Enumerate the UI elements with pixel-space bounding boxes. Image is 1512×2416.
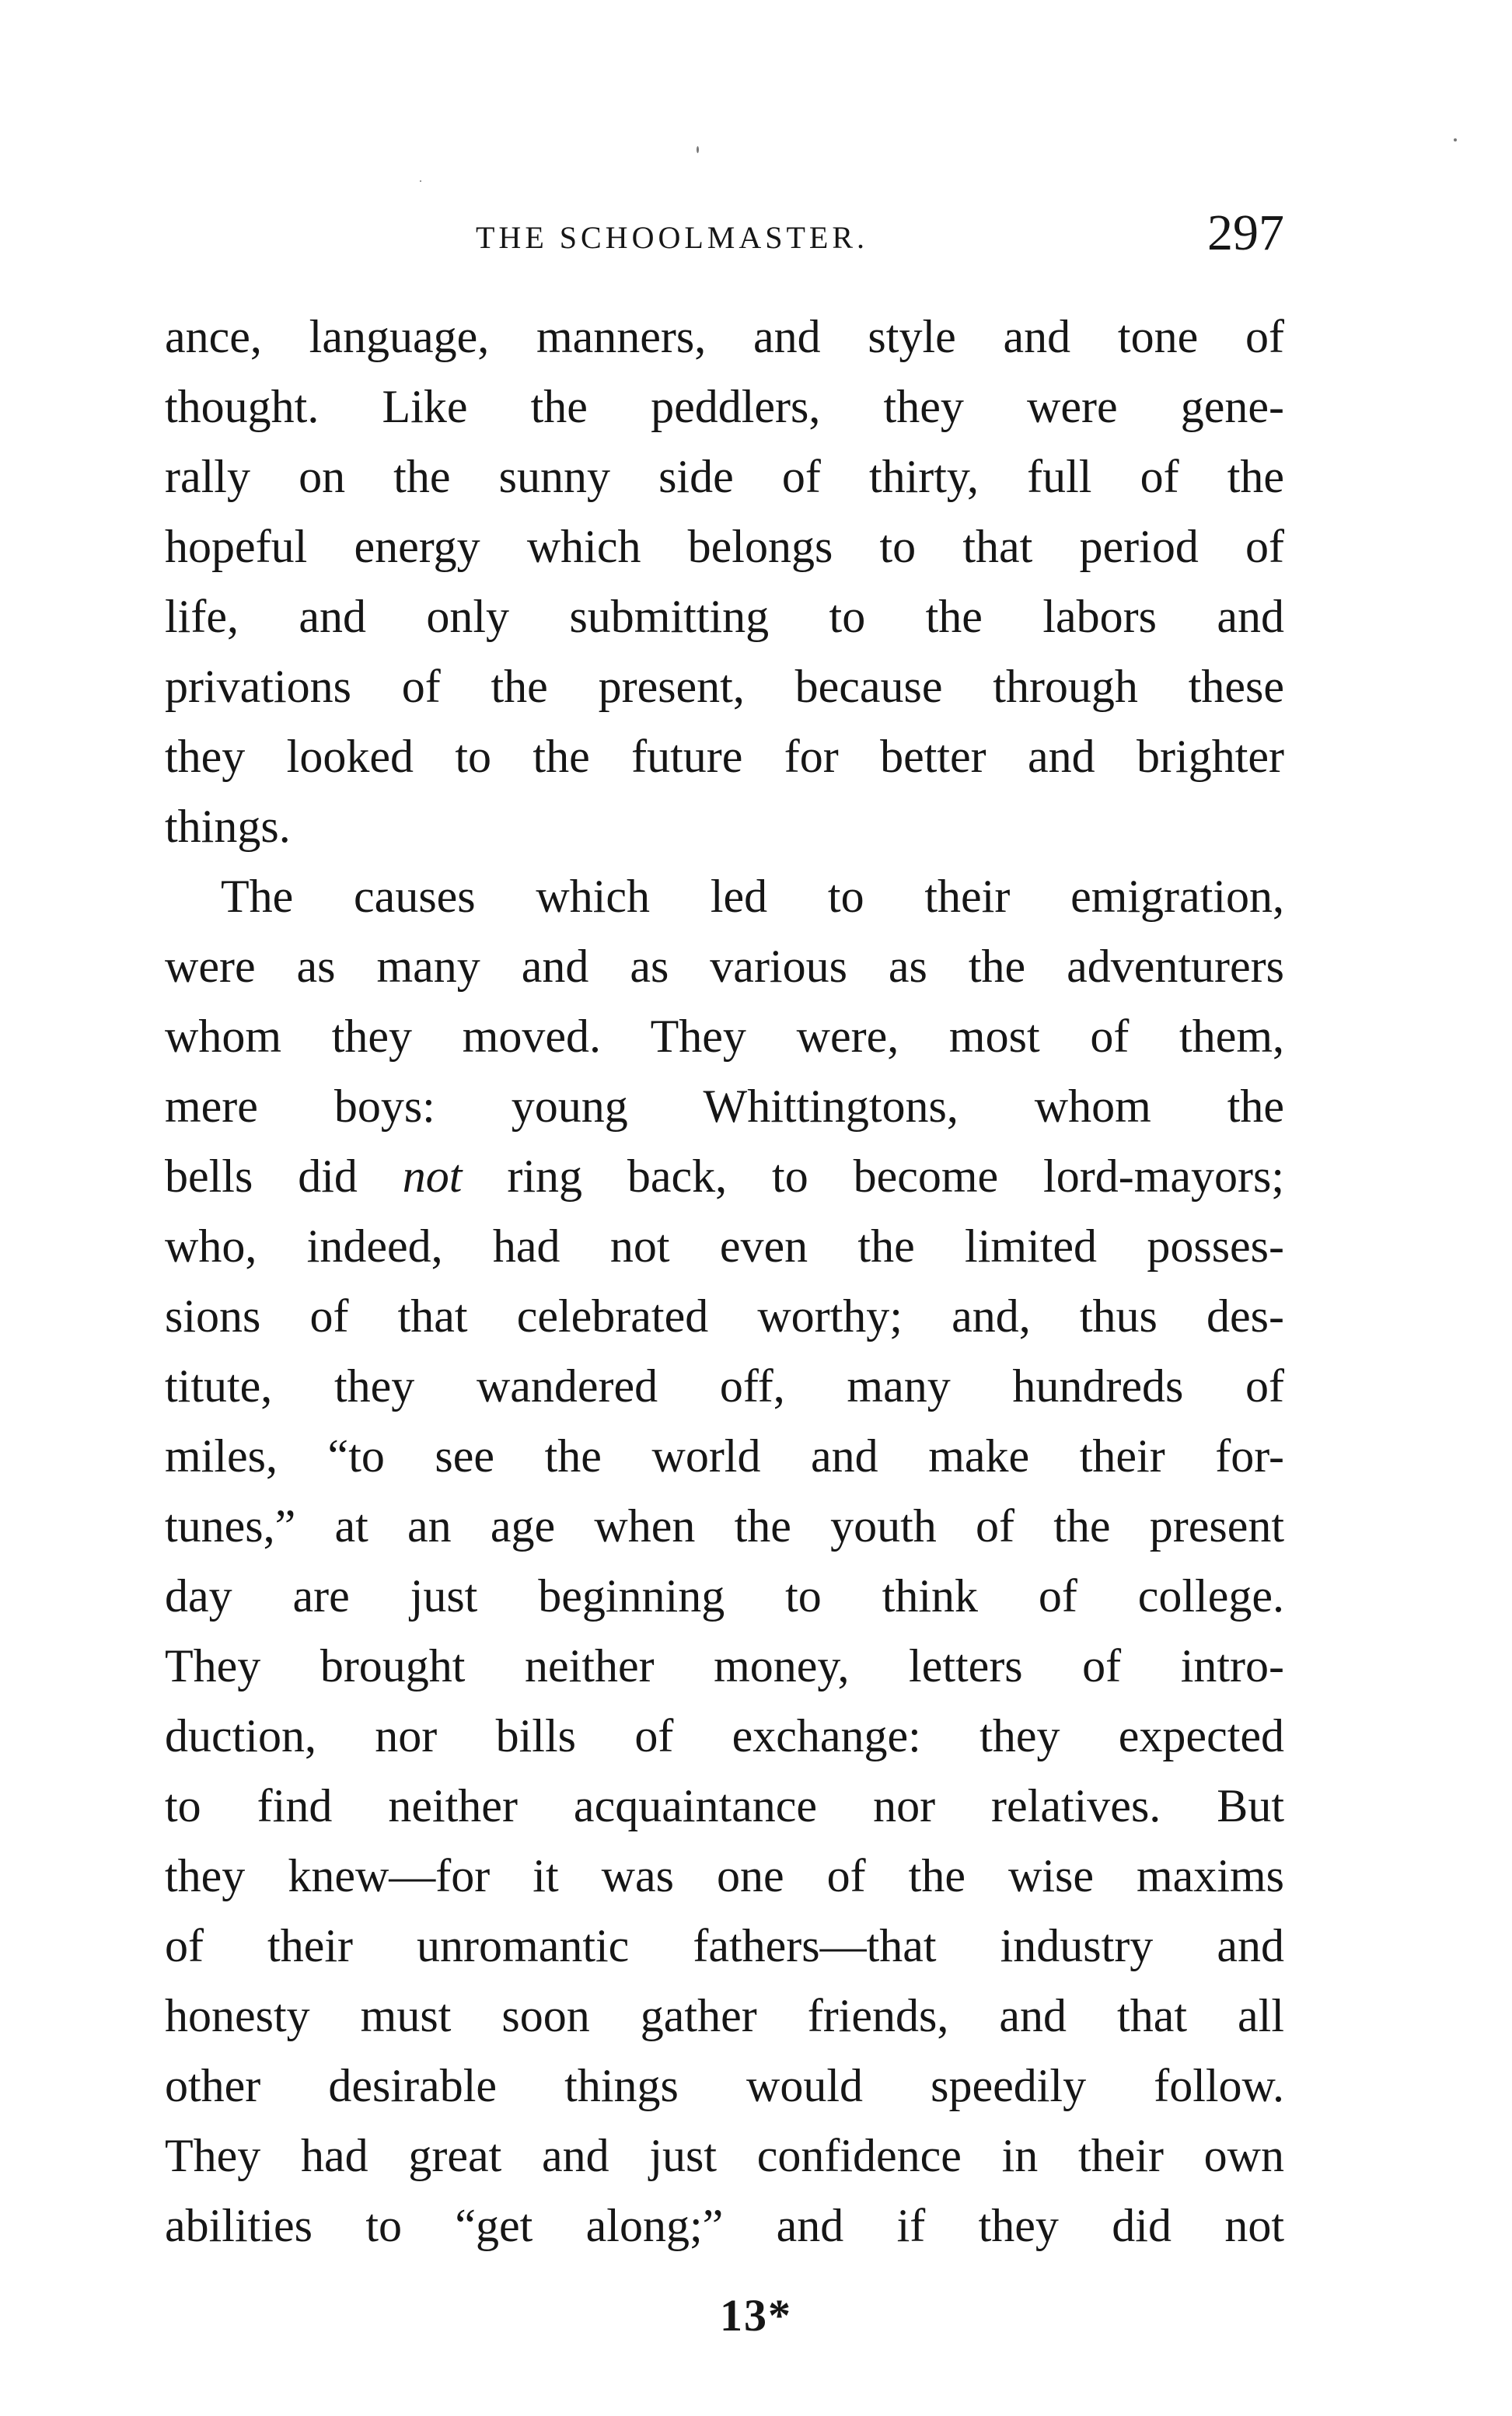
signature-mark: 13* [720, 2290, 792, 2341]
text-line: They had great and just confidence in their own [165, 2130, 1284, 2181]
text-line: of their unromantic fathers—that industry and [165, 1920, 1284, 1971]
paragraph [165, 302, 1284, 861]
text-line: they knew—for it was one of the wise maxims [165, 1850, 1284, 1901]
text-line: privations of the present, because through these [165, 661, 1284, 712]
text-line: day are just beginning to think of college. [165, 1570, 1284, 1622]
text-line: tunes,” at an age when the youth of the present [165, 1500, 1284, 1552]
running-head-title: THE SCHOOLMASTER. [476, 220, 869, 255]
running-head [165, 204, 1284, 274]
emphasized-word: not [402, 1150, 463, 1202]
text-line: duction, nor bills of exchange: they expected [165, 1710, 1284, 1761]
text-line: abilities to “get along;” and if they did not [165, 2200, 1284, 2251]
text-line: things. [165, 801, 291, 852]
text-line: to find neither acquaintance nor relatives. But [165, 1780, 1284, 1831]
text-segment: bells did [165, 1150, 403, 1202]
text-line: miles, “to see the world and make their for- [165, 1430, 1284, 1482]
text-line: titute, they wandered off, many hundreds of [165, 1360, 1284, 1412]
text-line: life, and only submitting to the labors and [165, 591, 1284, 642]
text-line: honesty must soon gather friends, and that all [165, 1990, 1284, 2041]
text-line: were as many and as various as the adventurers [165, 941, 1284, 992]
page-number: 297 [1207, 204, 1284, 261]
text-line: mere boys: young Whittingtons, whom the [165, 1081, 1284, 1132]
text-segment: ring back, to become lord-mayors; [462, 1150, 1284, 1202]
text-line: thought. Like the peddlers, they were gene- [165, 381, 1284, 432]
text-line: other desirable things would speedily follow. [165, 2060, 1284, 2111]
text-line: The causes which led to their emigration, [221, 871, 1284, 922]
text-line [165, 1141, 1284, 1211]
print-speck [697, 146, 699, 153]
text-line: who, indeed, had not even the limited posses- [165, 1220, 1284, 1272]
text-line: rally on the sunny side of thirty, full of the [165, 451, 1284, 502]
text-line: hopeful energy which belongs to that period of [165, 521, 1284, 572]
text-line: they looked to the future for better and brighter [165, 731, 1284, 782]
text-line: whom they moved. They were, most of them, [165, 1011, 1284, 1062]
paragraph [165, 861, 1284, 2261]
print-speck [1454, 138, 1457, 141]
body-text [165, 302, 1284, 2261]
text-line: ance, language, manners, and style and tone of [165, 311, 1284, 362]
text-line: They brought neither money, letters of intro- [165, 1640, 1284, 1692]
print-speck [420, 180, 421, 182]
text-line: sions of that celebrated worthy; and, thus des- [165, 1290, 1284, 1342]
